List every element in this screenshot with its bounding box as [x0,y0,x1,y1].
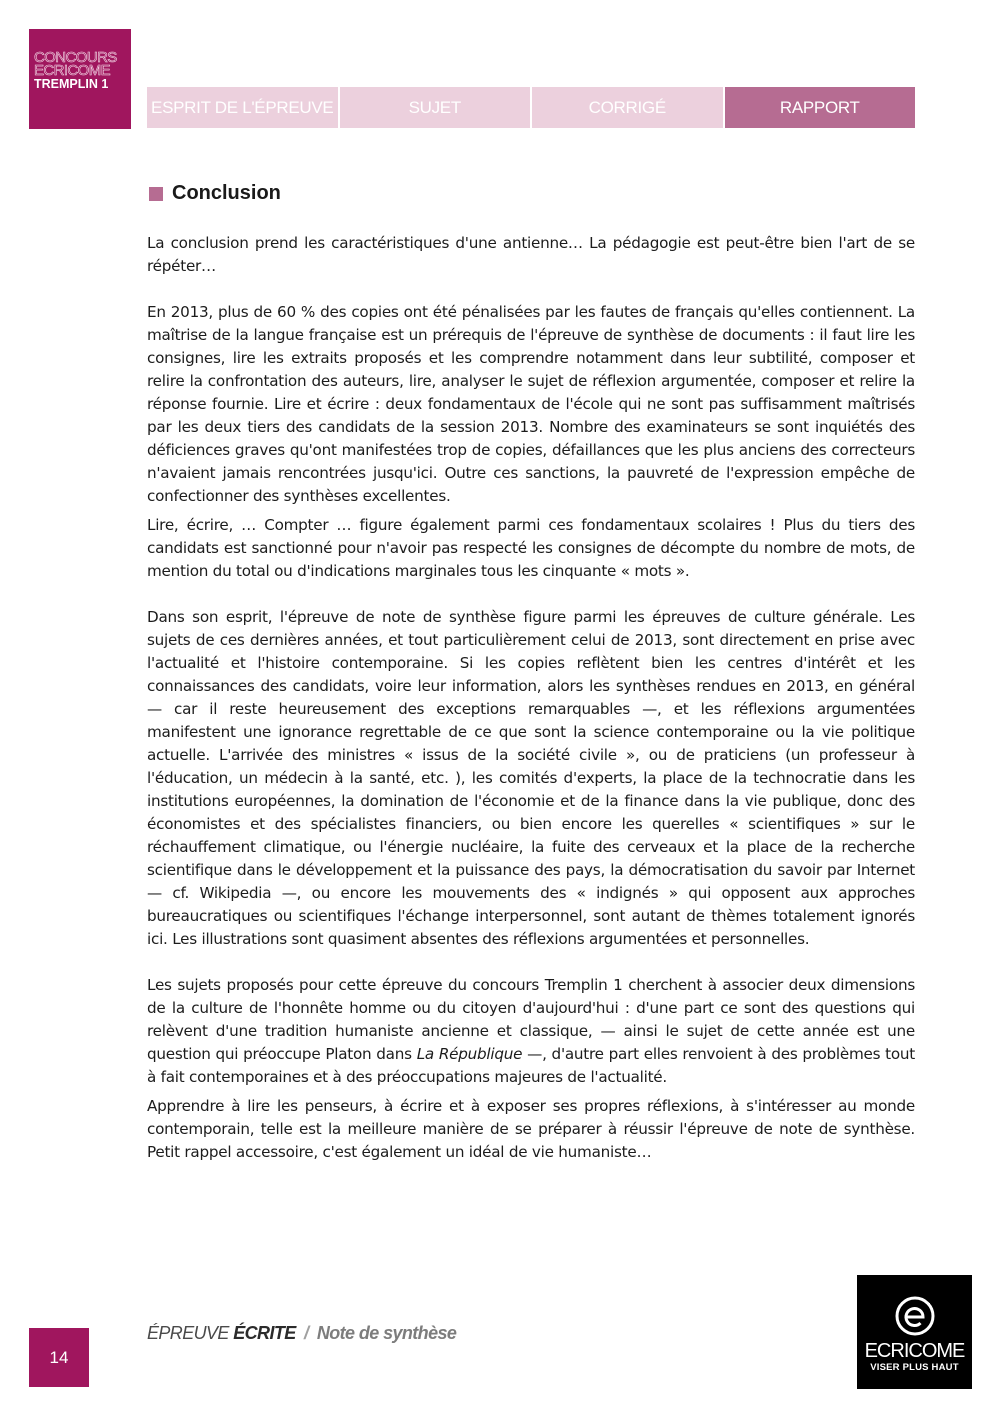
paragraph-subjects-part1: Les sujets proposés pour cette épreuve du concours Tremplin 1 cherchent à associer deux dimensions de la culture de l'honnête homme ou du citoyen d'aujourd'hui : d'une part ce sont des questions qui relèvent d'une tradition humaniste ancienne et classique, — ainsi le sujet de cette année est une question qui préoccupe Platon dans [147,976,915,1063]
book-title: La République [416,1045,523,1063]
paragraph-closing: Apprendre à lire les penseurs, à écrire et à exposer ses propres réflexions, à s'intéresser au monde contemporain, telle est la meilleure manière de se préparer à réussir l'épreuve de note de synthèse. Petit rappel accessoire, c'est également un idéal de vie humaniste… [147,1097,915,1161]
footer-epreuve: ÉPREUVE [147,1323,234,1343]
report-body [147,232,915,1164]
paragraph-subjects-part2: —, d'autre part elles renvoient à des problèmes tout à fait contemporaines et à des préoccupations majeures de l'actualité. [147,1045,915,1086]
logo-tagline: VISER PLUS HAUT [870,1362,959,1373]
paragraph-counting: Lire, écrire, … Compter … figure également parmi ces fondamentaux scolaires ! Plus du tiers des candidats est sanctionné pour n'avoir pas respecté les consignes de décompte du nombre de mots, de mention du total ou d'indications marginales tous les cinquante « mots ». [147,516,915,580]
logo-brand-text: ECRICOME [864,1340,965,1362]
ecricome-logo [857,1275,972,1389]
footer-subject: Note de synthèse [316,1323,457,1343]
tab-esprit-epreuve[interactable]: ESPRIT DE L'ÉPREUVE [147,87,338,128]
square-bullet-icon [149,187,163,201]
footer-separator: / [304,1323,309,1343]
paragraph-intro: La conclusion prend les caractéristiques d'une antienne… La pédagogie est peut-être bien l'art de se répéter… [147,234,915,275]
footer-ecrite: ÉCRITE [233,1323,296,1343]
section-heading [149,182,281,205]
paragraph-general-culture: Dans son esprit, l'épreuve de note de synthèse figure parmi les épreuves de culture générale. Les sujets de ces dernières années, et tout particulièrement celui de 2013, sont directement en prise avec l'actualité et l'histoire contemporaine. Si les copies reflètent bien les centres d'intérêt et les connaissances des candidats, voire leur information, alors les synthèses rendues en 2013, en général — car il reste heureusement des exceptions remarquables —, et les réflexions argumentées manifestent une ignorance regrettable de ce que sont la science contemporaine ou la vie politique actuelle. L'arrivée des ministres « issus de la société civile », ou de praticiens (un professeur à l'éducation, un médecin à la santé, etc. ), les comités d'experts, la place de la technocratie dans les institutions européennes, la domination de l'économie et de la finance dans la vie publique, donc des économistes et des spécialistes financiers, ou bien encore les querelles « scientifiques » sur le réchauffement climatique, ou l'énergie nucléaire, la fuite des cerveaux et la place de la recherche scientifique dans le développement et la puissance des pays, la démocratisation du savoir par Internet — cf. Wikipedia —, ou encore les mouvements des « indignés » qui opposent aux approches bureaucratiques ou scientifiques l'échange interpersonnel, sont autant de thèmes totalement ignorés ici. Les illustrations sont quasiment absentes des réflexions argumentées et personnelles. [147,608,915,948]
tab-rapport[interactable]: RAPPORT [725,87,916,128]
footer-label [147,1323,456,1344]
tab-corrige[interactable]: CORRIGÉ [532,87,723,128]
logo-ecricome-text: ECRICOME [34,62,111,79]
paragraph-subjects [147,974,915,1089]
paragraph-french-errors: En 2013, plus de 60 % des copies ont été pénalisées par les fautes de français qu'elles contiennent. La maîtrise de la langue française est un prérequis de l'épreuve de synthèse de documents : il faut lire les consignes, lire les extraits proposés et les comprendre notamment dans leur subtilité, composer et relire la confrontation des auteurs, lire, analyser le sujet de réflexion argumentée, composer et relire la réponse fournie. Lire et écrire : deux fondamentaux de l'école qui ne sont pas suffisamment maîtrisés par les deux tiers des candidats de la session 2013. Nombre des examinateurs se sont inquiétés des déficiences graves qu'ont manifestées trop de copies, défaillances que les plus anciens des correcteurs n'avaient jamais rencontrées jusqu'ici. Outre ces sanctions, la pauvreté de l'expression empêche de confectionner des synthèses excellentes. [147,303,915,505]
tab-sujet[interactable]: SUJET [340,87,531,128]
page-number: 14 [29,1328,89,1387]
logo-tremplin-text: TREMPLIN 1 [34,77,109,91]
logo-concours-text: CONCOURS [34,49,117,66]
section-tabs [147,87,915,128]
ecricome-e-icon [894,1295,936,1337]
ecricome-tremplin-logo [29,29,131,129]
section-title-text: Conclusion [172,182,281,204]
